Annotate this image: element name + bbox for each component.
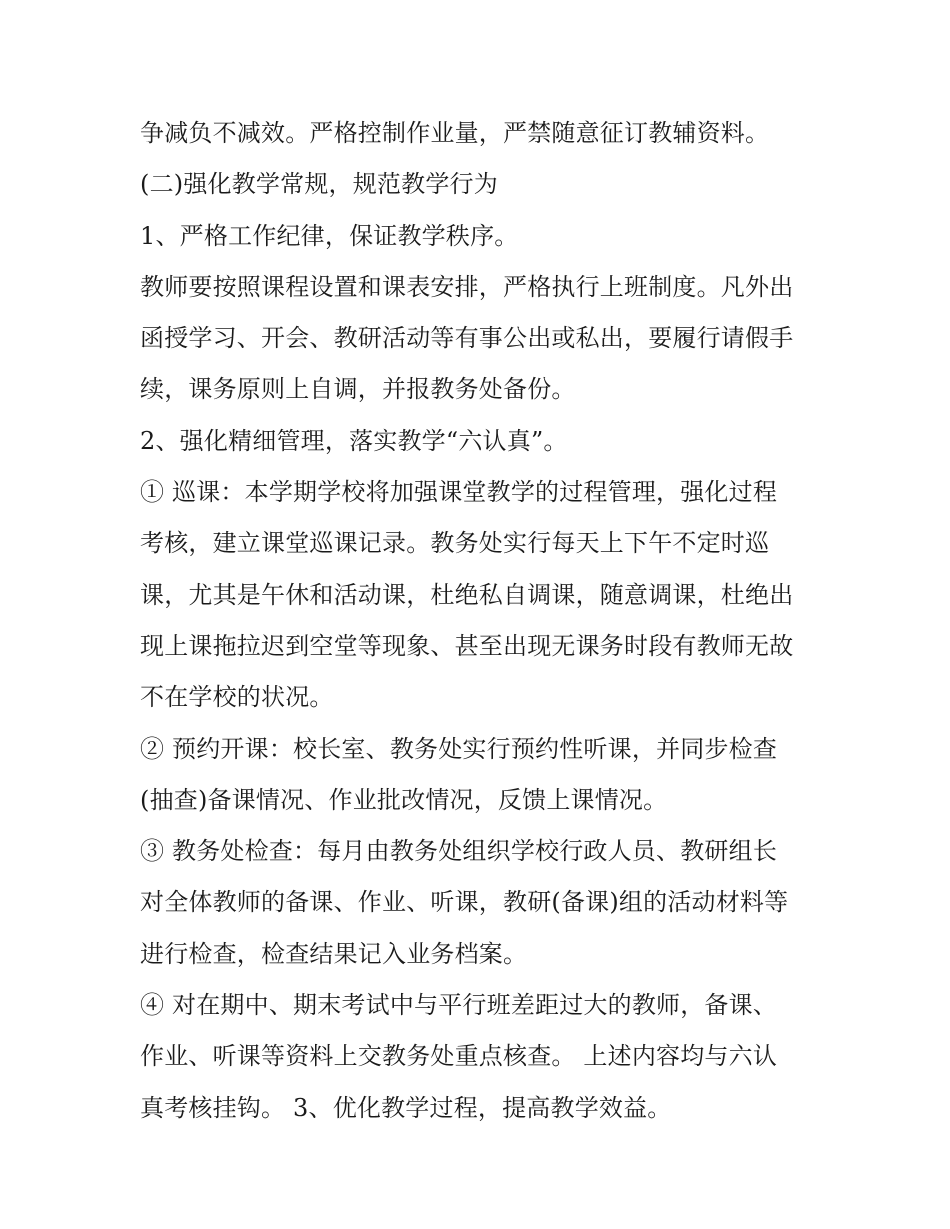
text-line: 不在学校的状况。 [140,683,334,712]
text-line: 教师要按照课程设置和课表安排，严格执行上班制度。凡外出 [140,272,794,301]
text-line: 真考核挂钩。 3、优化教学过程，提高教学效益。 [140,1093,672,1122]
text-line: 争减负不减效。严格控制作业量，严禁随意征订教辅资料。 [140,119,770,147]
text-line: 课，尤其是午休和活动课，杜绝私自调课，随意调课，杜绝出 [140,580,794,609]
list-item: ③ 教务处检查：每月由教务处组织学校行政人员、教研组长 [140,837,778,866]
text-line: 现上课拖拉迟到空堂等现象、甚至出现无课务时段有教师无故 [140,631,794,660]
text-line: 考核，建立课堂巡课记录。教务处实行每天上下午不定时巡 [140,529,770,558]
section-heading: (二)强化教学常规，规范教学行为 [140,170,498,199]
text-line: (抽查)备课情况、作业批改情况，反馈上课情况。 [140,785,668,814]
text-line: 函授学习、开会、教研活动等有事公出或私出，要履行请假手 [140,324,794,353]
list-item: ① 巡课：本学期学校将加强课堂教学的过程管理，强化过程 [140,478,778,507]
document-body [140,108,830,1134]
text-line: 续，课务原则上自调，并报教务处备份。 [140,375,576,404]
text-line: 进行检查，检查结果记入业务档案。 [140,939,528,968]
list-item: ② 预约开课：校长室、教务处实行预约性听课，并同步检查 [140,734,778,763]
text-line: 对全体教师的备课、作业、听课，教研(备课)组的活动材料等 [140,888,789,917]
text-line: 作业、听课等资料上交教务处重点核查。 上述内容均与六认 [140,1042,778,1071]
subsection-heading: 2、强化精细管理，落实教学“六认真”。 [140,426,568,455]
list-item: ④ 对在期中、期末考试中与平行班差距过大的教师，备课、 [140,991,778,1020]
subsection-heading: 1、严格工作纪律，保证教学秩序。 [140,221,519,250]
